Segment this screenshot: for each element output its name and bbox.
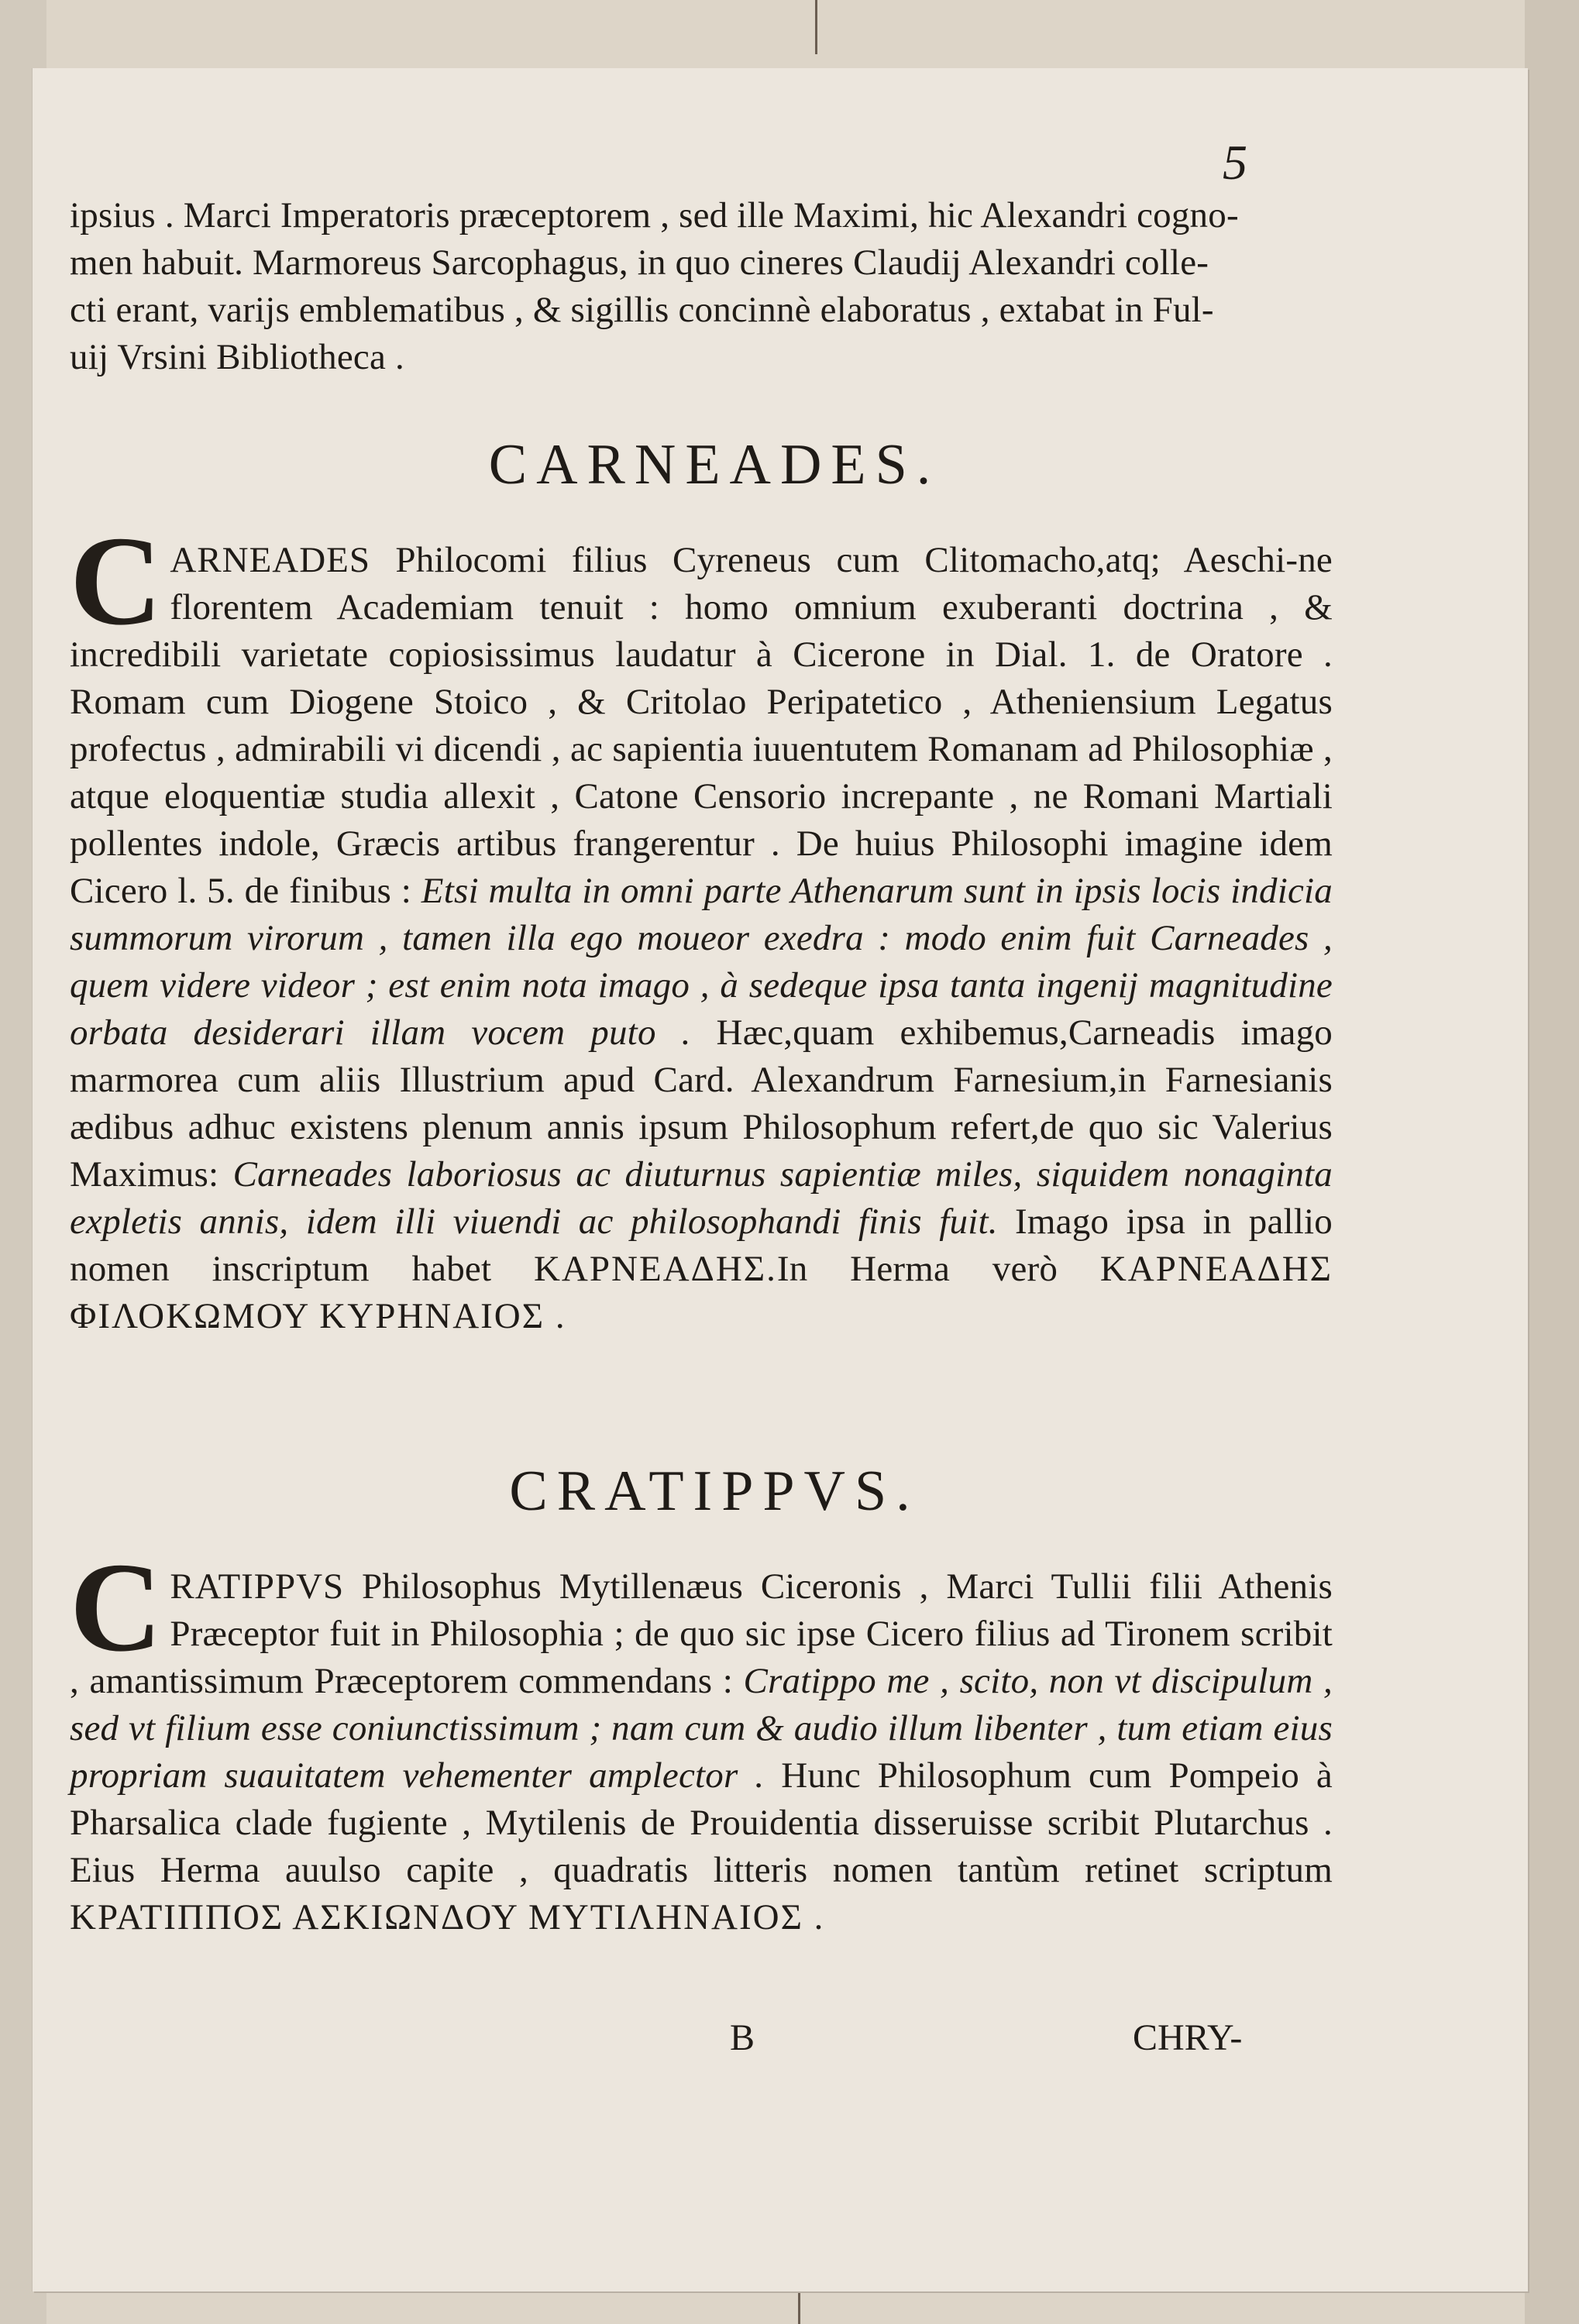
backdrop-right-edge [1525,0,1579,2324]
cicero-filius-quote: Cratippo me , scito, non vt discipulum , sed vt filium esse coniunctissimum ; nam cum & audio illum libenter , tum etiam eius propriam suauitatem vehementer amplector . [70,1661,1333,1796]
cratippus-lead-word: RATIPPVS [170,1566,345,1607]
intro-line: cti erant, varijs emblematibus , & sigillis concinnè elaboratus , extabat in Ful- [70,290,1214,330]
carneades-paragraph [70,510,1333,1340]
carneades-text-1: Philocomi filius Cyreneus cum Clitomacho,atq; Aeschi-ne florentem Academiam tenuit : homo omnium exuberanti doctrina , & incredibili varietate copiosissimus laudatur à Cicerone in Dial. 1. de Oratore . Romam cum Diogene Stoico , & Critolao Peripatetico , Atheniensium Legatus profectus , admirabili vi dicendi , ac sapientia iuuentutem Romanam ad Philosophiæ , atque eloquentiæ studia allexit , Catone Censorio increpante , ne Romani Martiali pollentes indole, Græcis artibus frangerentur . De huius Philosophi imagine idem Cicero l. 5. de finibus : [70,540,1333,911]
intro-line: men habuit. Marmoreus Sarcophagus, in quo cineres Claudij Alexandri colle- [70,242,1209,283]
drop-cap-c: C [70,1536,163,1678]
heading-cratippus: CRATIPPVS. [509,1459,920,1523]
greek-inscription-herma: ΚΑΡΝΕΑΔΗΣ ΦΙΛΟΚΩΜΟΥ ΚΥΡΗΝΑΙΟΣ . [70,1249,1333,1336]
carneades-text-3: Imago ipsa in pallio nomen inscriptum habet [70,1202,1333,1289]
intro-paragraph [70,192,1333,381]
carneades-lead-word: ARNEADES [170,540,371,580]
greek-inscription-cratippus: ΚΡΑΤΙΠΠΟΣ ΑΣΚΙΩΝΔΟΥ ΜΥΤΙΛΗΝΑΙΟΣ . [70,1897,825,1937]
intro-line: ipsius . Marci Imperatoris præceptorem , sed ille Maximi, hic Alexandri cogno- [70,195,1239,235]
carneades-text-2: Hæc,quam exhibemus,Carneadis imago marmorea cum aliis Illustrium apud Card. Alexandrum Farnesium,in Farnesianis ædibus adhuc existens plenum annis ipsum Philosophum refert,de quo sic Valerius Maximus: [70,1012,1333,1195]
carneades-text-4: In Herma verò [776,1249,1100,1289]
binding-thread-bottom [798,2293,800,2324]
catchword: CHRY- [1133,2017,1243,2058]
intro-line: uij Vrsini Bibliotheca . [70,337,404,377]
drop-cap-c: C [70,510,163,651]
book-page [33,68,1528,2291]
cratippus-text-1: Philosophus Mytillenæus Ciceronis , Marci Tullii filii Athenis Præceptor fuit in Philosophia ; de quo sic ipse Cicero filius ad Tironem scribit , amantissimum Præceptorem commendans : [70,1566,1333,1701]
heading-carneades: CARNEADES. [488,433,941,497]
cratippus-text-2: Hunc Philosophum cum Pompeio à Pharsalica clade fugiente , Mytilenis de Prouidentia disseruisse scribit Plutarchus . Eius Herma auulso capite , quadratis litteris nomen tantùm retinet scriptum [70,1755,1333,1890]
greek-inscription-pallium: ΚΑΡΝΕΑΔΗΣ. [533,1249,777,1289]
signature-mark: B [730,2017,755,2058]
page-number: 5 [1223,135,1247,190]
valerius-maximus-quote: Carneades laboriosus ac diuturnus sapientiæ miles, siquidem nonaginta expletis annis, idem illi viuendi ac philosophandi finis fuit. [70,1154,1333,1242]
cicero-quote: Etsi multa in omni parte Athenarum sunt in ipsis locis indicia summorum virorum , tamen illa ego moueor exedra : modo enim fuit Carneades , quem videre videor ; est enim nota imago , à sedeque ipsa tanta ingenij magnitudine orbata desiderari illam vocem puto . [70,871,1333,1053]
binding-thread-top [815,0,817,54]
cratippus-paragraph [70,1536,1333,1941]
